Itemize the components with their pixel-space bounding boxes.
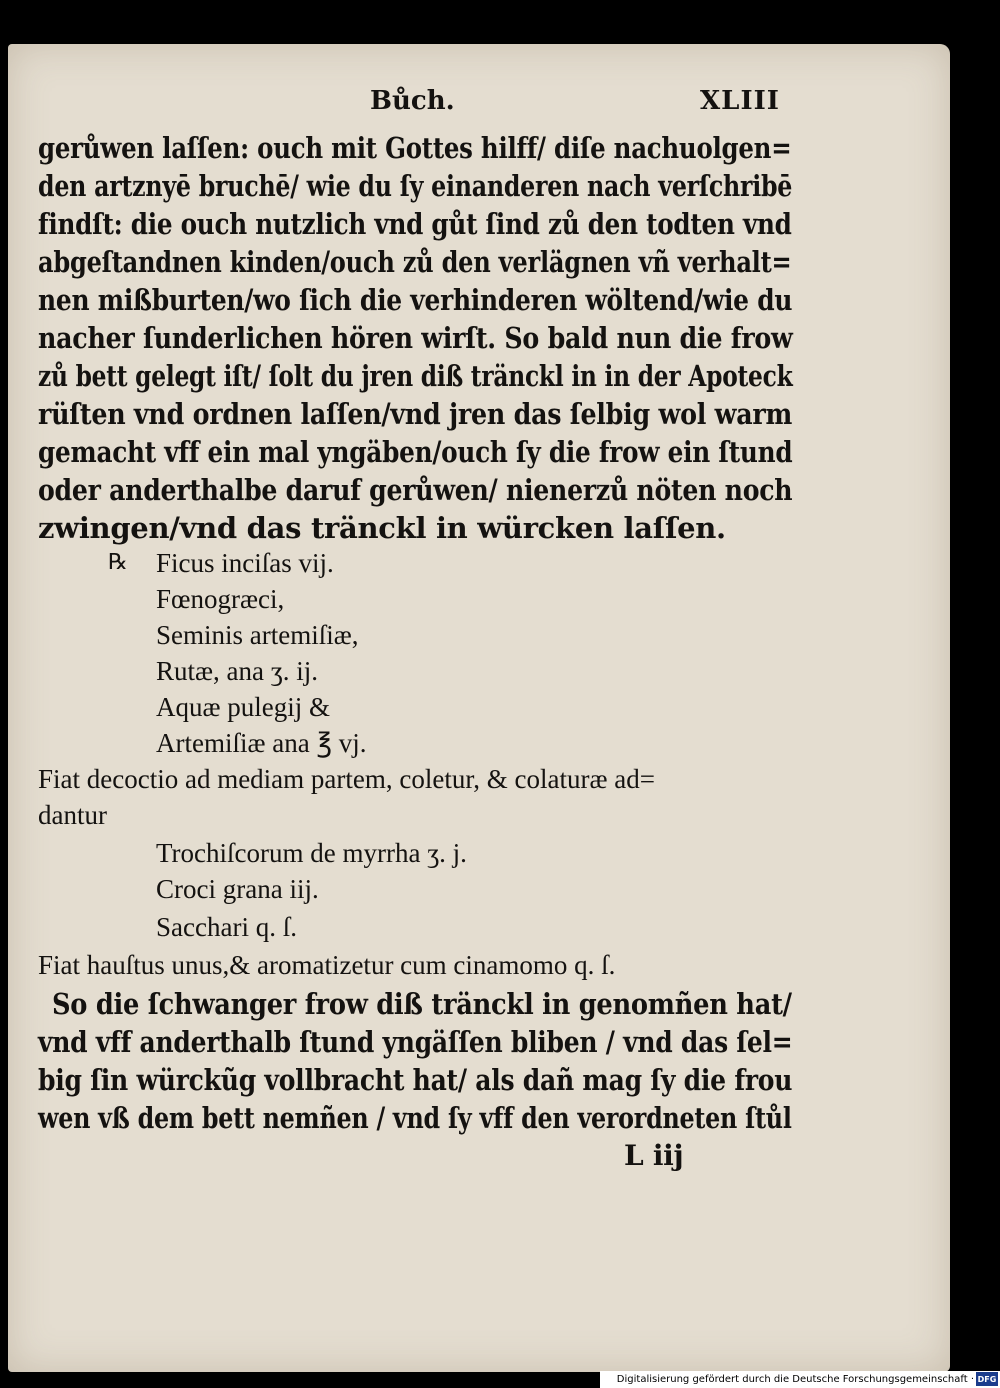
recipe-ingredient: Fœnogræci, [156, 584, 285, 614]
header-title: Bůch. [370, 86, 455, 116]
page-number: XLIII [700, 86, 780, 116]
body-line: oder anderthalbe daruf gerůwen/ nienerzů nöten noch [38, 473, 793, 507]
instruction-line: dantur [38, 800, 107, 830]
recipe-ingredient: Seminis artemiſiæ, [156, 620, 359, 650]
recipe-ingredient: Rutæ, ana ʒ. ij. [156, 656, 318, 686]
book-page [8, 44, 950, 1372]
footer-credit: Digitalisierung gefördert durch die Deutsche Forschungsgemeinschaft · [600, 1371, 1000, 1388]
body-line: wen vß dem bett nemñen / vnd ſy vff den verordneten ſtůl [38, 1101, 792, 1135]
recipe-ingredient: Sacchari q. ſ. [156, 912, 297, 942]
dfg-logo: DFG [976, 1372, 998, 1386]
body-line: findſt: die ouch nutzlich vnd gůt ſind zů den todten vnd [38, 207, 792, 241]
body-line: gerůwen laſſen: ouch mit Gottes hilff/ diſe nachuolgen= [38, 131, 792, 165]
body-line: rüſten vnd ordnen laſſen/vnd jren das ſelbig wol warm [38, 397, 793, 431]
recipe-ingredient: Artemiſiæ ana ℥ vj. [156, 728, 367, 758]
body-line: zwingen/vnd das tränckl in würcken laſſen. [38, 511, 726, 545]
instruction-line: Fiat hauſtus unus,& aromatizetur cum cinamomo q. ſ. [38, 950, 616, 980]
recipe-ingredient: Croci grana iij. [156, 874, 319, 904]
body-line: So die ſchwanger frow diß tränckl in genomñen hat/ [52, 987, 792, 1021]
body-line: gemacht vff ein mal yngäben/ouch ſy die frow ein ſtund [38, 435, 793, 469]
body-line: nen mißburten/wo ſich die verhinderen wöltend/wie du [38, 283, 793, 317]
recipe-ingredient: Aquæ pulegij & [156, 692, 330, 722]
body-line: vnd vff anderthalb ſtund yngäſſen bliben / vnd das ſel= [38, 1025, 793, 1059]
recipe-ingredient: Trochiſcorum de myrrha ʒ. j. [156, 838, 467, 868]
recipe-ingredient: Ficus inciſas vij. [156, 548, 334, 578]
body-line: zů bett gelegt iſt/ ſolt du jren diß tränckl in in der Apoteck [38, 359, 793, 393]
recipe-symbol: ℞ [108, 550, 128, 575]
instruction-line: Fiat decoctio ad mediam partem, coletur, & colaturæ ad= [38, 764, 655, 794]
body-line: nacher ſunderlichen hören wirſt. So bald nun die frow [38, 321, 793, 355]
signature-mark: L iij [624, 1139, 684, 1172]
body-line: abgeſtandnen kinden/ouch zů den verlägnen vñ verhalt= [38, 245, 792, 279]
body-line: big ſin würckũg vollbracht hat/ als dañ mag ſy die frou [38, 1063, 793, 1097]
body-line: den artznyē bruchē/ wie du ſy einanderen nach verſchribē [38, 169, 793, 203]
